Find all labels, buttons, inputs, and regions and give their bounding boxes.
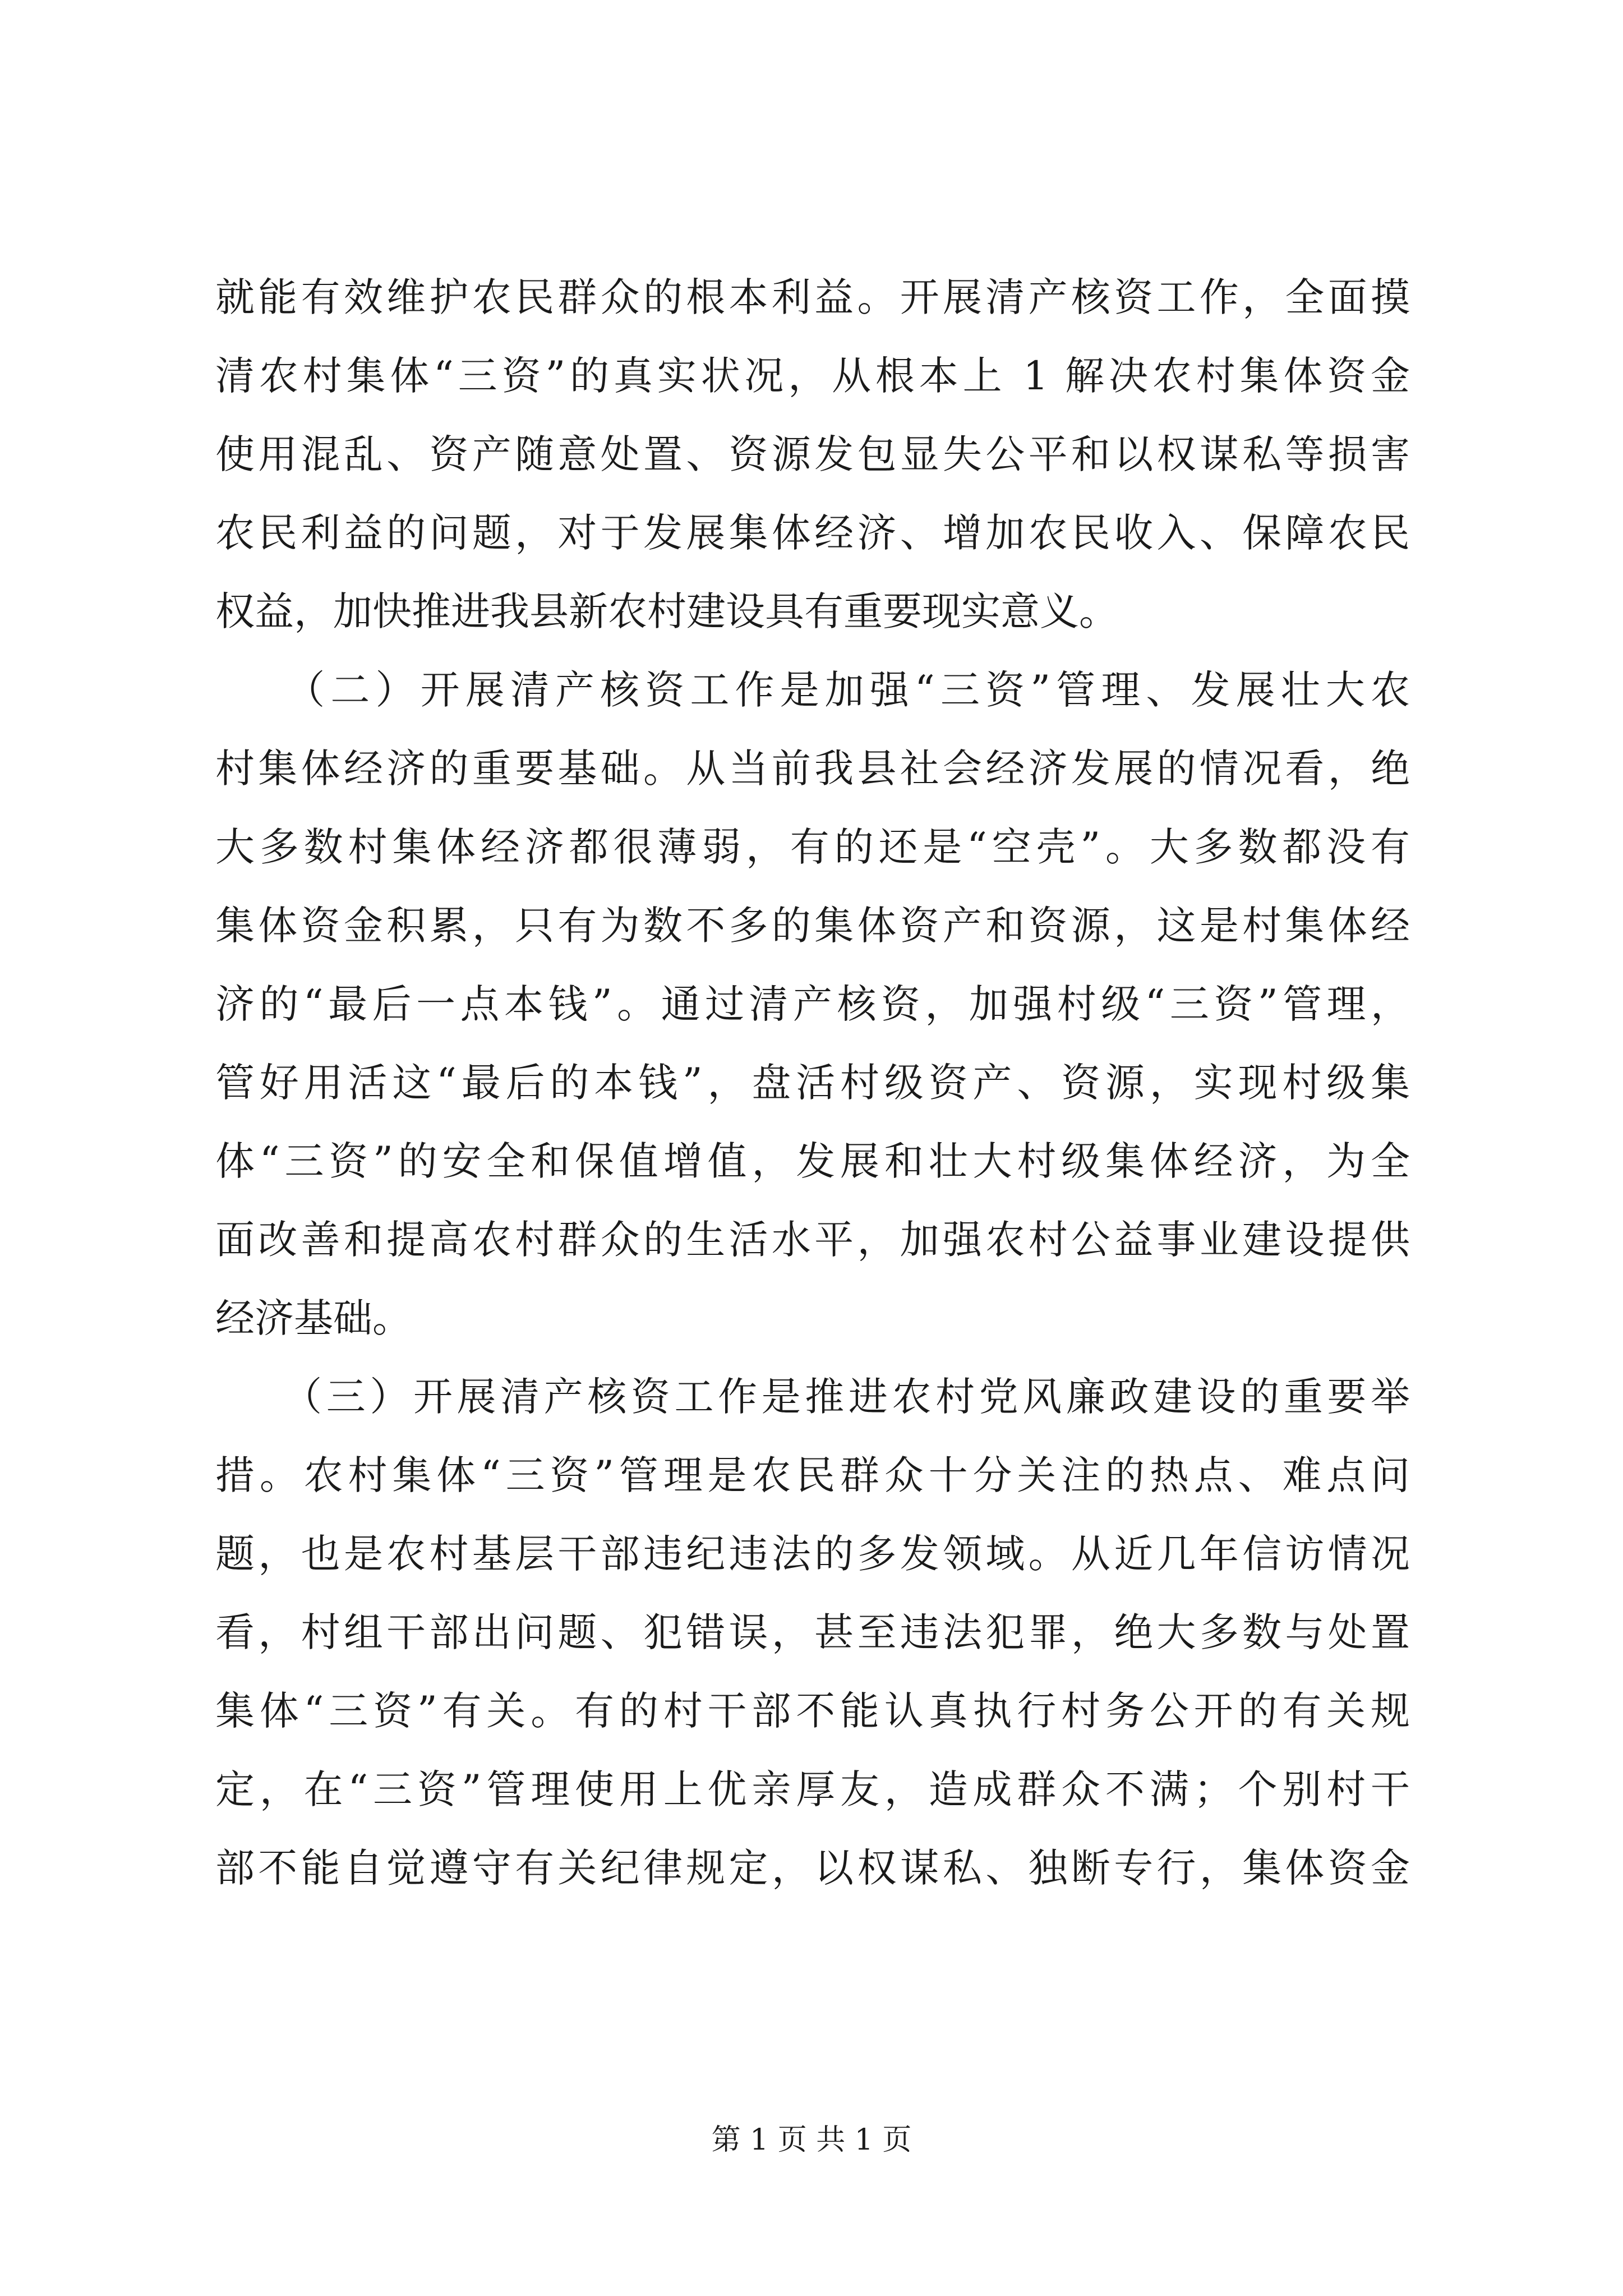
text-line: 看，村组干部出问题、犯错误，甚至违法犯罪，绝大多数与处置 [215,1609,1410,1655]
text-line: 清农村集体“三资”的真实状况，从根本上 1 解决农村集体资金 [215,353,1410,399]
text-line: 集体资金积累，只有为数不多的集体资产和资源，这是村集体经 [215,903,1410,949]
text-line: 题，也是农村基层干部违纪违法的多发领域。从近几年信访情况 [215,1531,1410,1577]
page-number-label: 第 1 页 共 1 页 [711,2123,912,2157]
text-line: 农民利益的问题，对于发展集体经济、增加农民收入、保障农民 [215,510,1410,556]
paragraph-2 [215,651,1410,1358]
text-line: 管好用活这“最后的本钱”，盘活村级资产、资源，实现村级集 [215,1060,1410,1106]
paragraph-3 [215,1358,1410,1907]
text-line: 经济基础。 [215,1295,412,1341]
text-line: 济的“最后一点本钱”。通过清产核资，加强村级“三资”管理， [215,981,1410,1027]
text-line: 定，在“三资”管理使用上优亲厚友，造成群众不满；个别村干 [215,1766,1410,1812]
page-footer [0,2120,1623,2160]
text-line: 就能有效维护农民群众的根本利益。开展清产核资工作，全面摸 [215,274,1410,320]
text-line: 面改善和提高农村群众的生活水平，加强农村公益事业建设提供 [215,1217,1410,1263]
text-line: 使用混乱、资产随意处置、资源发包显失公平和以权谋私等损害 [215,431,1410,477]
text-line: 权益，加快推进我县新农村建设具有重要现实意义。 [215,588,1118,634]
text-line: 集体“三资”有关。有的村干部不能认真执行村务公开的有关规 [215,1688,1410,1734]
text-line: 措。农村集体“三资”管理是农民群众十分关注的热点、难点问 [215,1452,1410,1498]
text-line: 体“三资”的安全和保值增值，发展和壮大村级集体经济，为全 [215,1138,1410,1184]
paragraph-1 [215,258,1410,651]
document-body [215,258,1410,1907]
text-line: 村集体经济的重要基础。从当前我县社会经济发展的情况看，绝 [215,746,1410,792]
text-line: （二）开展清产核资工作是加强“三资”管理、发展壮大农 [215,667,1410,713]
text-line: 部不能自觉遵守有关纪律规定，以权谋私、独断专行，集体资金 [215,1845,1410,1891]
text-line: 大多数村集体经济都很薄弱，有的还是“空壳”。大多数都没有 [215,824,1410,870]
text-line: （三）开展清产核资工作是推进农村党风廉政建设的重要举 [215,1374,1410,1420]
